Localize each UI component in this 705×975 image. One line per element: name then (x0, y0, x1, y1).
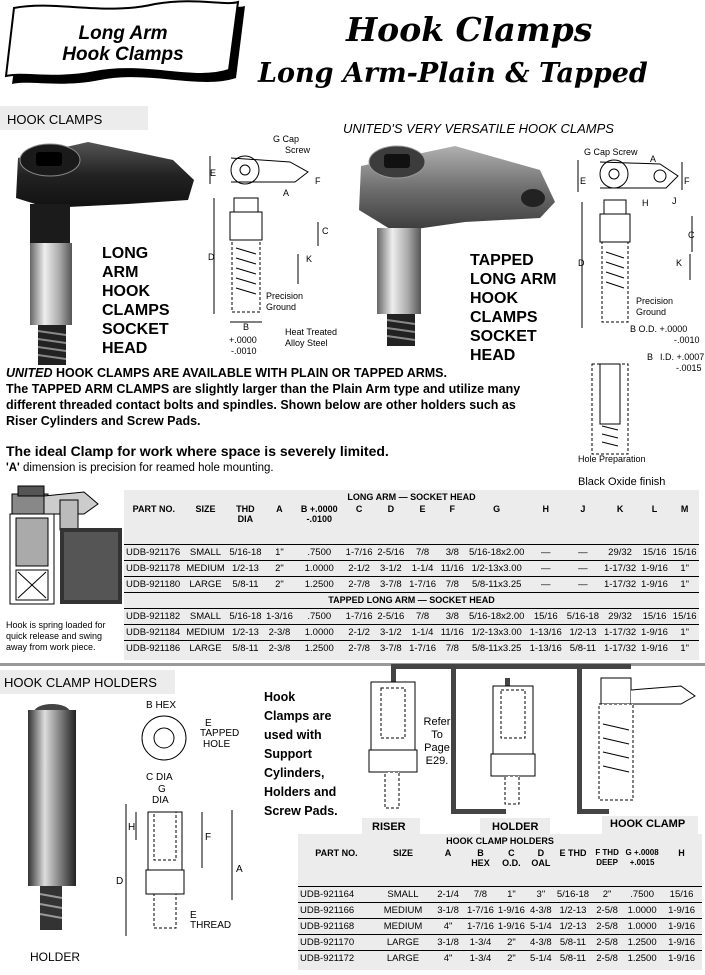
d2-c: C (688, 230, 695, 240)
d2-prep: Hole Preparation (578, 454, 646, 464)
hcol-c: C O.D. (502, 848, 521, 868)
table-cell: 29/32 (601, 608, 638, 624)
photo1-caption-line: HOOK (102, 283, 150, 300)
table-cell: 7/8 (438, 640, 466, 656)
a-dimension-rest: dimension is precision for reamed hole mounting. (19, 462, 274, 474)
table-cell: 1/2-13 (227, 560, 263, 576)
photo1-caption-line: ARM (102, 264, 139, 281)
table-cell: 2-1/2 (343, 560, 375, 576)
hcol-size: SIZE (392, 848, 413, 858)
table-cell: 4" (431, 950, 465, 966)
table-cell: .7500 (295, 608, 343, 624)
holder-thread-e: E (190, 910, 197, 921)
holder-e: E (205, 718, 212, 729)
d2-f: F (684, 176, 690, 186)
d1-tol1: +.0000 (229, 335, 257, 345)
photo1-caption-line: HEAD (102, 340, 148, 357)
table-cell: 1" (496, 886, 527, 902)
table-cell: 1/2-13 (564, 624, 601, 640)
table-cell: 1-9/16 (661, 902, 702, 918)
table-cell: 1-7/16 (465, 918, 496, 934)
hcol-f: F THD DEEP (595, 848, 619, 867)
table-cell: 1-17/32 (601, 624, 638, 640)
table-cell: 1-7/16 (465, 902, 496, 918)
photo1-caption-line: LONG (102, 245, 149, 262)
d2-g-cap: G Cap Screw (584, 147, 638, 157)
table-cell: 11/16 (438, 560, 466, 576)
table-cell: 5/8-11 (227, 640, 263, 656)
table-cell: 3/8 (438, 544, 466, 560)
page-subtitle: Long Arm-Plain & Tapped (258, 58, 648, 89)
table-cell: — (527, 576, 564, 592)
photo2-caption-line: SOCKET (470, 328, 537, 345)
table-cell: 15/16 (639, 608, 671, 624)
table-row (298, 886, 702, 902)
table-cell: 3-1/2 (375, 624, 407, 640)
table-cell: MEDIUM (375, 918, 431, 934)
table-cell: 2-5/16 (375, 608, 407, 624)
table-cell: 7/8 (407, 608, 439, 624)
d1-b: B (243, 322, 250, 332)
d2-finish: Black Oxide finish (578, 476, 666, 488)
table-cell: — (564, 560, 601, 576)
table-cell: 1-7/16 (343, 608, 375, 624)
table-cell: 1.0000 (295, 560, 343, 576)
table-cell: UDB-921170 (298, 934, 375, 950)
holder-caption: HOLDER (30, 950, 81, 964)
table-row (124, 560, 699, 576)
col-e: E (419, 504, 426, 514)
table-cell: .7500 (623, 886, 661, 902)
table-cell: 1/2-13 (555, 902, 591, 918)
col-l: L (651, 504, 658, 514)
table-cell: — (564, 544, 601, 560)
table-cell: 1-17/32 (601, 576, 638, 592)
hook-clamp-drawing (200, 134, 345, 354)
holder-thread: THREAD (190, 920, 232, 931)
d2-bid2: -.0015 (676, 363, 702, 373)
section-long-arm: LONG ARM — SOCKET HEAD (347, 492, 476, 502)
photo2-caption-line: LONG ARM (470, 271, 557, 288)
holder-table-title: HOOK CLAMP HOLDERS (446, 836, 554, 846)
table-cell: 2-1/2 (343, 624, 375, 640)
table-cell: 1-9/16 (639, 640, 671, 656)
holder-h: H (128, 822, 136, 833)
table-cell: 2" (496, 934, 527, 950)
holder-photo (18, 700, 88, 940)
table-cell: 5/16-18 (227, 608, 263, 624)
table-row (124, 576, 699, 592)
table-cell: 1" (670, 576, 699, 592)
table-cell: 3-1/8 (431, 934, 465, 950)
hcol-b: B HEX (471, 848, 490, 868)
spring-note-line: Hook is spring loaded for (6, 620, 106, 630)
photo1-caption (102, 244, 170, 358)
spring-note-line: away from work piece. (6, 642, 96, 652)
col-j: J (580, 504, 586, 514)
refer-line: Page (424, 742, 450, 754)
col-thd-dia: THD DIA (236, 504, 255, 524)
table-cell: 1-7/16 (343, 544, 375, 560)
label-riser: RISER (372, 821, 406, 833)
ideal-line: The ideal Clamp for work where space is severely limited. (6, 443, 389, 459)
table-cell: 1-9/16 (661, 934, 702, 950)
label-hook-clamp: HOOK CLAMP (610, 818, 686, 830)
d1-heat1: Heat Treated (285, 327, 338, 337)
table-row (298, 918, 702, 934)
a-dimension-line (6, 462, 274, 474)
holder-table-panel (298, 834, 702, 970)
table-cell: 1.2500 (623, 950, 661, 966)
d2-bod1: B O.D. +.0000 (630, 324, 688, 334)
table-cell: 1" (670, 640, 699, 656)
d1-ground: Ground (266, 302, 297, 312)
table-row (124, 544, 699, 560)
table-cell: 5/16-18x2.00 (466, 608, 527, 624)
table-cell: 2-5/8 (591, 918, 623, 934)
col-c: C (355, 504, 363, 514)
used-with-line: Screw Pads. (264, 804, 338, 818)
table-cell: MEDIUM (375, 902, 431, 918)
table-cell: 29/32 (601, 544, 638, 560)
table-cell: UDB-921176 (124, 544, 184, 560)
table-cell: 1-3/4 (465, 934, 496, 950)
table-cell: 1-9/16 (496, 918, 527, 934)
table-cell: 1" (670, 624, 699, 640)
accessories-drawing (355, 664, 705, 824)
section-hook-clamps-label: HOOK CLAMPS (7, 112, 103, 127)
table-cell: 1-9/16 (639, 624, 671, 640)
table-cell: 2" (264, 576, 296, 592)
photo1-caption-line: CLAMPS (102, 302, 170, 319)
col-b: B +.0000 -.0100 (300, 504, 338, 524)
holder-hole: HOLE (203, 739, 231, 750)
table-cell: 1.0000 (623, 918, 661, 934)
section-holders-label: HOOK CLAMP HOLDERS (4, 675, 157, 690)
used-with-line: Cylinders, (264, 766, 325, 780)
used-with-line: Support (264, 747, 312, 761)
table-cell: 1-9/16 (496, 902, 527, 918)
table-cell: 3-7/8 (375, 640, 407, 656)
col-k: K (616, 504, 624, 514)
hcol-d: D OAL (531, 848, 551, 868)
refer-line: Refer (423, 716, 451, 728)
holder-tapped: TAPPED (200, 728, 240, 739)
hcol-part-no: PART NO. (315, 848, 358, 858)
d1-tol2: -.0010 (231, 346, 257, 356)
col-part-no: PART NO. (132, 504, 176, 514)
table-cell: 1.0000 (295, 624, 343, 640)
body-line3: different threaded contact bolts and spindles. Shown below are other holders such as (6, 398, 516, 412)
d1-e: E (210, 168, 217, 178)
table-cell: 2-5/16 (375, 544, 407, 560)
table-cell: 2-1/4 (431, 886, 465, 902)
body-line4: Riser Cylinders and Screw Pads. (6, 414, 201, 428)
holder-table-title-row (298, 834, 702, 848)
clamp-setup-illustration (4, 480, 122, 612)
d2-bod2: -.0010 (674, 335, 700, 345)
table-cell: 1" (264, 544, 296, 560)
banner-line2: Hook Clamps (62, 44, 184, 65)
table-cell: 1-9/16 (661, 918, 702, 934)
table-cell: 1-17/32 (601, 640, 638, 656)
a-dimension-bold: 'A' (6, 462, 20, 474)
body-united: UNITED (6, 366, 53, 380)
table-cell: 5/16-18 (564, 608, 601, 624)
table-cell: 3-1/8 (431, 902, 465, 918)
photo2-caption (470, 251, 557, 365)
table-cell: 1-17/32 (601, 560, 638, 576)
photo2-caption-line: HEAD (470, 347, 516, 364)
table-cell: 1.2500 (295, 576, 343, 592)
d1-d: D (208, 252, 215, 262)
table-cell: 1.2500 (623, 934, 661, 950)
table-cell: 1-7/16 (407, 640, 439, 656)
d1-heat2: Alloy Steel (285, 338, 328, 348)
holder-cdia: C DIA (146, 772, 173, 783)
table-cell: 3" (527, 886, 555, 902)
clamp-spec-table (124, 490, 699, 656)
table-cell: SMALL (184, 544, 228, 560)
table-section-header (124, 592, 699, 608)
table-cell: 7/8 (465, 886, 496, 902)
d1-screw: Screw (285, 145, 311, 155)
holder-f: F (205, 832, 212, 843)
table-cell: SMALL (184, 608, 228, 624)
refer-line: E29. (425, 755, 449, 767)
table-cell: 5/16-18 (555, 886, 591, 902)
body-line1-rest: HOOK CLAMPS ARE AVAILABLE WITH PLAIN OR TAPPED ARMS. (52, 366, 447, 380)
table-cell: 1-3/16 (264, 608, 296, 624)
table-row (298, 934, 702, 950)
table-cell: 15/16 (670, 544, 699, 560)
table-cell: 5/16-18 (227, 544, 263, 560)
col-size: SIZE (195, 504, 216, 514)
table-cell: 1-9/16 (661, 950, 702, 966)
d2-precision: Precision (636, 296, 674, 306)
spring-note (6, 620, 106, 653)
photo2-caption-line: TAPPED (470, 252, 534, 269)
d2-e: E (580, 176, 587, 186)
d2-a: A (650, 154, 657, 164)
table-cell: MEDIUM (184, 624, 228, 640)
d1-a: A (283, 188, 290, 198)
table-cell: 4" (431, 918, 465, 934)
table-cell: 11/16 (438, 624, 466, 640)
headline-right: UNITED'S VERY VERSATILE HOOK CLAMPS (343, 121, 614, 136)
table-cell: LARGE (375, 934, 431, 950)
d2-bid: B (647, 352, 654, 362)
photo1-caption-line: SOCKET (102, 321, 169, 338)
table-cell: 5/8-11 (555, 950, 591, 966)
table-cell: 3-7/8 (375, 576, 407, 592)
table-cell: 2-5/8 (591, 934, 623, 950)
table-cell: 1-13/16 (527, 624, 564, 640)
hcol-a: A (444, 848, 452, 858)
table-cell: LARGE (375, 950, 431, 966)
col-h: H (542, 504, 549, 514)
d1-c: C (322, 226, 329, 236)
table-cell: — (527, 560, 564, 576)
table-cell: 4-3/8 (527, 902, 555, 918)
table-cell: 2-5/8 (591, 902, 623, 918)
holder-dia: DIA (152, 795, 169, 806)
d1-precision: Precision (266, 291, 304, 301)
table-cell: 5/16-18x2.00 (466, 544, 527, 560)
table-cell: 1-13/16 (527, 640, 564, 656)
d2-ground: Ground (636, 307, 667, 317)
used-with-line: Holders and (264, 785, 337, 799)
table-row (124, 640, 699, 656)
table-cell: 2-3/8 (264, 640, 296, 656)
table-cell: SMALL (375, 886, 431, 902)
banner-line1: Long Arm (78, 23, 168, 44)
holder-bhex: B HEX (146, 700, 177, 711)
table-cell: MEDIUM (184, 560, 228, 576)
table-cell: 1.0000 (623, 902, 661, 918)
table-cell: LARGE (184, 576, 228, 592)
table-cell: UDB-921186 (124, 640, 184, 656)
table-cell: 1-7/16 (407, 576, 439, 592)
col-m: M (680, 504, 689, 514)
clamp-table-panel (124, 490, 699, 660)
table-row (124, 624, 699, 640)
table-cell: 1-1/4 (407, 624, 439, 640)
d2-j: J (672, 196, 677, 206)
table-cell: UDB-921172 (298, 950, 375, 966)
holder-spec-table (298, 834, 702, 966)
table-cell: 2-7/8 (343, 640, 375, 656)
d2-k: K (676, 258, 683, 268)
table-cell: 1" (670, 560, 699, 576)
hcol-g: G +.0008 +.0015 (625, 848, 659, 867)
d1-k: K (306, 254, 313, 264)
table-cell: 1-3/4 (465, 950, 496, 966)
table-cell: LARGE (184, 640, 228, 656)
used-with-text (264, 688, 338, 821)
photo2-caption-line: CLAMPS (470, 309, 538, 326)
table-cell: UDB-921178 (124, 560, 184, 576)
table-cell: 1-9/16 (639, 576, 671, 592)
table-row (124, 608, 699, 624)
d2-d: D (578, 258, 585, 268)
table-cell: UDB-921166 (298, 902, 375, 918)
table-cell: 5/8-11x3.25 (466, 576, 527, 592)
holder-d: D (116, 876, 124, 887)
table-cell: 2" (264, 560, 296, 576)
body-line2: The TAPPED ARM CLAMPS are slightly larger than the Plain Arm type and utilize many (6, 382, 521, 396)
table-cell: 1/2-13 (227, 624, 263, 640)
d1-g-cap: G Cap (273, 134, 300, 144)
d2-bid1: I.D. +.0007 (660, 352, 705, 362)
tapped-clamp-drawing (570, 142, 700, 462)
table-cell: 1/2-13x3.00 (466, 560, 527, 576)
table-cell: 1-1/4 (407, 560, 439, 576)
table-cell: 2" (591, 886, 623, 902)
table-cell: 15/16 (661, 886, 702, 902)
col-g: G (493, 504, 501, 514)
table-cell: .7500 (295, 544, 343, 560)
table-cell: 15/16 (527, 608, 564, 624)
holder-g: G (158, 784, 166, 795)
table-cell: UDB-921164 (298, 886, 375, 902)
spring-note-line: quick release and swing (6, 631, 103, 641)
table-section-header (124, 490, 699, 504)
table-cell: 2-7/8 (343, 576, 375, 592)
table-row (298, 902, 702, 918)
table-cell: 4-3/8 (527, 934, 555, 950)
table-cell: 3/8 (438, 608, 466, 624)
table-cell: 7/8 (407, 544, 439, 560)
used-with-line: used with (264, 728, 322, 742)
d2-h: H (642, 198, 649, 208)
table-cell: 7/8 (438, 576, 466, 592)
d1-f: F (315, 176, 321, 186)
table-cell: UDB-921180 (124, 576, 184, 592)
table-cell: 5/8-11x3.25 (466, 640, 527, 656)
table-cell: — (564, 576, 601, 592)
table-cell: 2-5/8 (591, 950, 623, 966)
section-tapped-long-arm: TAPPED LONG ARM — SOCKET HEAD (124, 592, 699, 608)
label-holder: HOLDER (492, 821, 539, 833)
holder-a: A (236, 864, 243, 875)
table-cell: — (527, 544, 564, 560)
hcol-h: H (678, 848, 685, 858)
table-cell: 1-9/16 (639, 560, 671, 576)
refer-line: To (431, 729, 443, 741)
col-f: F (449, 504, 456, 514)
table-cell: 5/8-11 (555, 934, 591, 950)
table-cell: 2" (496, 950, 527, 966)
holder-table-header (298, 848, 702, 886)
body-line1 (6, 366, 447, 380)
table-cell: 5/8-11 (227, 576, 263, 592)
table-row (298, 950, 702, 966)
photo2-caption-line: HOOK (470, 290, 518, 307)
table-cell: UDB-921182 (124, 608, 184, 624)
hcol-e: E THD (559, 848, 587, 858)
col-d: D (387, 504, 395, 514)
page-title: Hook Clamps (346, 10, 593, 49)
used-with-line: Hook (264, 690, 296, 704)
table-header-row (124, 504, 699, 544)
table-cell: 5-1/4 (527, 918, 555, 934)
col-a: A (276, 504, 283, 514)
table-cell: 1/2-13x3.00 (466, 624, 527, 640)
table-cell: 5/8-11 (564, 640, 601, 656)
table-cell: 1/2-13 (555, 918, 591, 934)
table-cell: UDB-921168 (298, 918, 375, 934)
table-cell: UDB-921184 (124, 624, 184, 640)
table-cell: 15/16 (670, 608, 699, 624)
table-cell: 1.2500 (295, 640, 343, 656)
table-cell: 15/16 (639, 544, 671, 560)
table-cell: 5-1/4 (527, 950, 555, 966)
table-cell: 2-3/8 (264, 624, 296, 640)
table-cell: 3-1/2 (375, 560, 407, 576)
used-with-line: Clamps are (264, 709, 332, 723)
